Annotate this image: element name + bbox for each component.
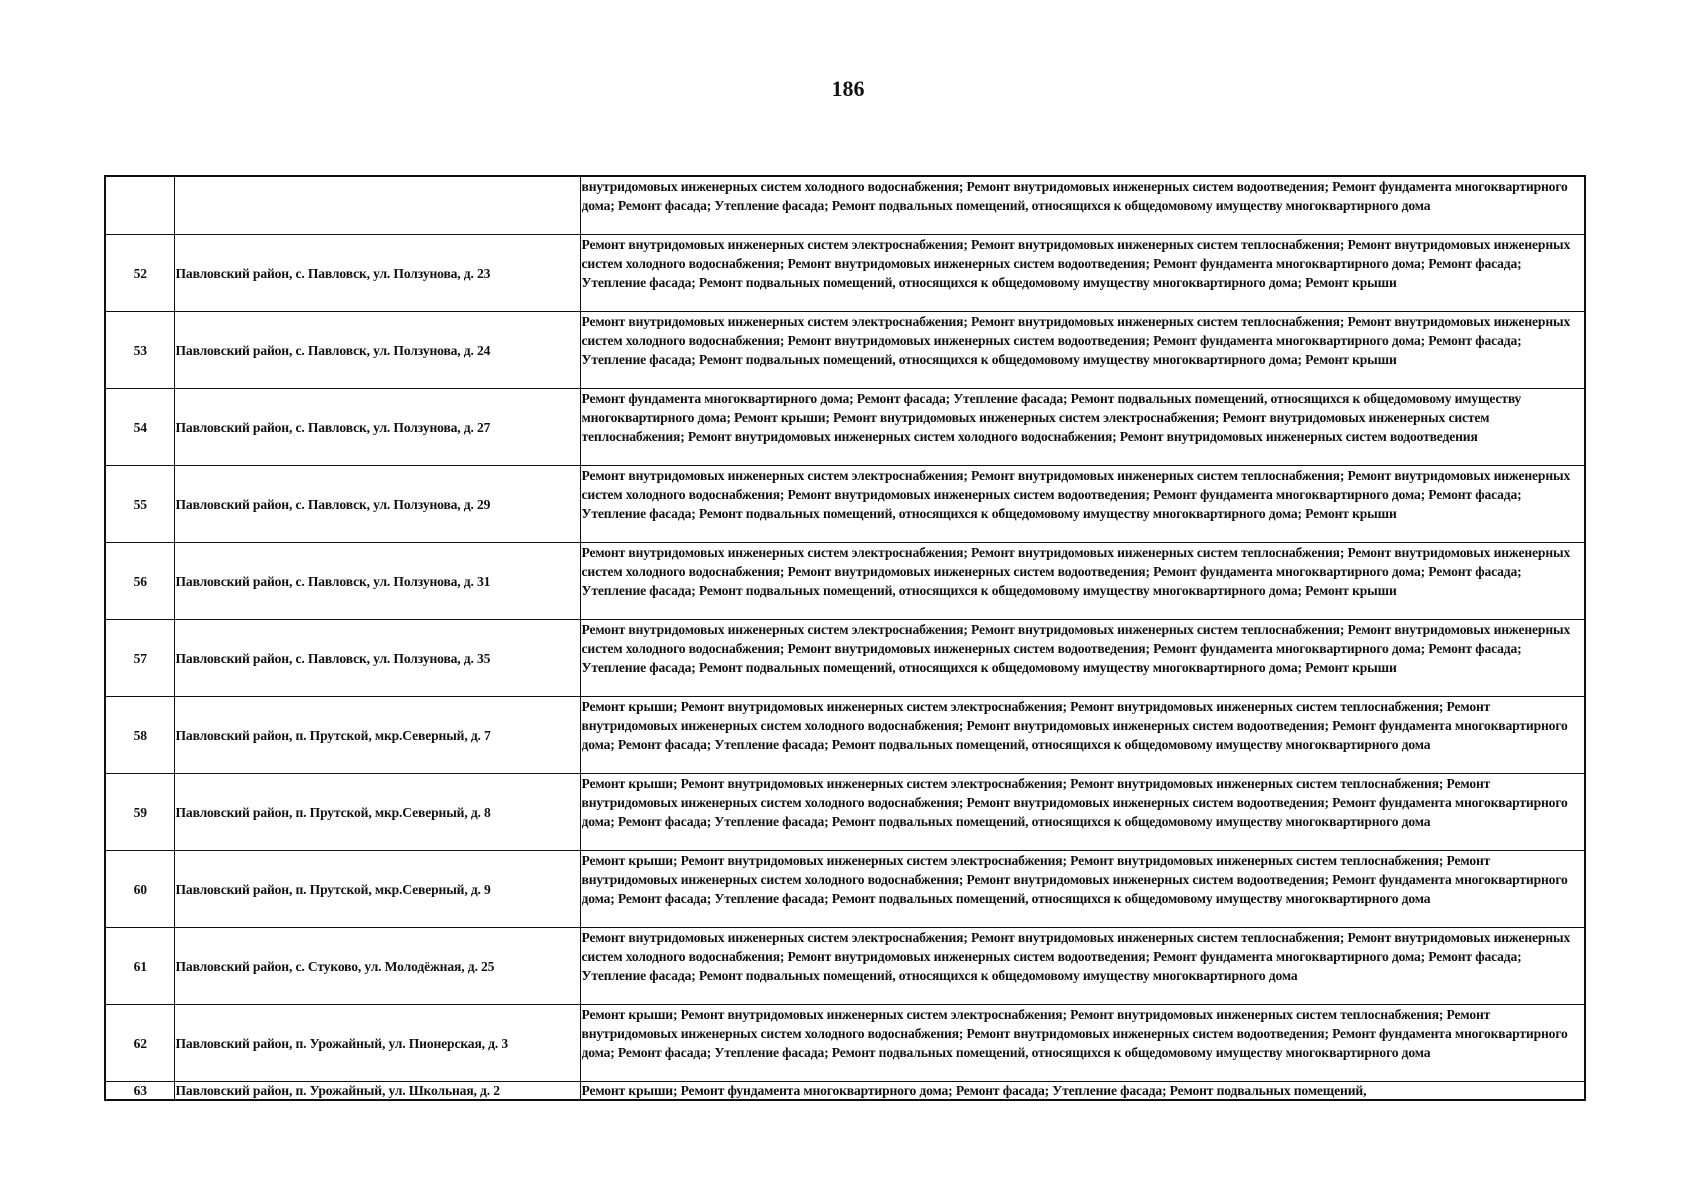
row-number: 52 xyxy=(105,235,174,312)
row-works-cell xyxy=(580,697,1585,774)
row-number: 57 xyxy=(105,620,174,697)
row-works-cell xyxy=(580,774,1585,851)
row-works-cell xyxy=(580,312,1585,389)
row-works: Ремонт внутридомовых инженерных систем электроснабжения; Ремонт внутридомовых инженерных систем теплоснабжения; Ремонт внутридомовых инженерных систем холодного водоснабжения; Ремонт внутридомовых инженерных систем водоотведения; Ремонт фундамента многоквартирного дома; Ремонт фасада; Утепление фасада; Ремонт подвальных помещений, относящихся к общедомовому имуществу многоквартирного дома; Ремонт крыши xyxy=(581,545,1571,598)
row-works: Ремонт крыши; Ремонт фундамента многоквартирного дома; Ремонт фасада; Утепление фасада; Ремонт подвальных помещений, xyxy=(581,1083,1367,1098)
row-number xyxy=(105,176,174,235)
row-works: Ремонт внутридомовых инженерных систем электроснабжения; Ремонт внутридомовых инженерных систем теплоснабжения; Ремонт внутридомовых инженерных систем холодного водоснабжения; Ремонт внутридомовых инженерных систем водоотведения; Ремонт фундамента многоквартирного дома; Ремонт фасада; Утепление фасада; Ремонт подвальных помещений, относящихся к общедомовому имуществу многоквартирного дома; Ремонт крыши xyxy=(581,314,1571,367)
table-row xyxy=(105,620,1585,697)
row-works-cell xyxy=(580,543,1585,620)
row-address: Павловский район, с. Стуково, ул. Молодёжная, д. 25 xyxy=(174,928,580,1005)
row-address: Павловский район, с. Павловск, ул. Ползунова, д. 23 xyxy=(174,235,580,312)
table-row xyxy=(105,466,1585,543)
table-row xyxy=(105,851,1585,928)
table-row xyxy=(105,1082,1585,1101)
row-number: 63 xyxy=(105,1082,174,1101)
row-address: Павловский район, п. Урожайный, ул. Пионерская, д. 3 xyxy=(174,1005,580,1082)
table-row xyxy=(105,774,1585,851)
row-number: 61 xyxy=(105,928,174,1005)
row-works: Ремонт крыши; Ремонт внутридомовых инженерных систем электроснабжения; Ремонт внутридомовых инженерных систем теплоснабжения; Ремонт внутридомовых инженерных систем холодного водоснабжения; Ремонт внутридомовых инженерных систем водоотведения; Ремонт фундамента многоквартирного дома; Ремонт фасада; Утепление фасада; Ремонт подвальных помещений, относящихся к общедомовому имуществу многоквартирного дома xyxy=(581,853,1568,906)
row-works: Ремонт фундамента многоквартирного дома; Ремонт фасада; Утепление фасада; Ремонт подвальных помещений, относящихся к общедомовому имуществу многоквартирного дома; Ремонт крыши; Ремонт внутридомовых инженерных систем электроснабжения; Ремонт внутридомовых инженерных систем теплоснабжения; Ремонт внутридомовых инженерных систем холодного водоснабжения; Ремонт внутридомовых инженерных систем водоотведения xyxy=(581,391,1522,444)
row-works: Ремонт внутридомовых инженерных систем электроснабжения; Ремонт внутридомовых инженерных систем теплоснабжения; Ремонт внутридомовых инженерных систем холодного водоснабжения; Ремонт внутридомовых инженерных систем водоотведения; Ремонт фундамента многоквартирного дома; Ремонт фасада; Утепление фасада; Ремонт подвальных помещений, относящихся к общедомовому имуществу многоквартирного дома; Ремонт крыши xyxy=(581,237,1571,290)
row-number: 55 xyxy=(105,466,174,543)
row-address: Павловский район, п. Прутской, мкр.Северный, д. 7 xyxy=(174,697,580,774)
page-number: 186 xyxy=(831,76,865,101)
row-address: Павловский район, с. Павловск, ул. Ползунова, д. 27 xyxy=(174,389,580,466)
row-number: 60 xyxy=(105,851,174,928)
table-row xyxy=(105,697,1585,774)
row-number: 53 xyxy=(105,312,174,389)
row-address: Павловский район, с. Павловск, ул. Ползунова, д. 29 xyxy=(174,466,580,543)
table-row xyxy=(105,928,1585,1005)
row-works-cell xyxy=(580,235,1585,312)
table-row xyxy=(105,389,1585,466)
row-address: Павловский район, с. Павловск, ул. Ползунова, д. 31 xyxy=(174,543,580,620)
row-works: Ремонт крыши; Ремонт внутридомовых инженерных систем электроснабжения; Ремонт внутридомовых инженерных систем теплоснабжения; Ремонт внутридомовых инженерных систем холодного водоснабжения; Ремонт внутридомовых инженерных систем водоотведения; Ремонт фундамента многоквартирного дома; Ремонт фасада; Утепление фасада; Ремонт подвальных помещений, относящихся к общедомовому имуществу многоквартирного дома xyxy=(581,699,1568,752)
row-works: Ремонт крыши; Ремонт внутридомовых инженерных систем электроснабжения; Ремонт внутридомовых инженерных систем теплоснабжения; Ремонт внутридомовых инженерных систем холодного водоснабжения; Ремонт внутридомовых инженерных систем водоотведения; Ремонт фундамента многоквартирного дома; Ремонт фасада; Утепление фасада; Ремонт подвальных помещений, относящихся к общедомовому имуществу многоквартирного дома xyxy=(581,1007,1568,1060)
row-works-cell xyxy=(580,928,1585,1005)
table-row xyxy=(105,235,1585,312)
row-works-cell xyxy=(580,1082,1585,1101)
row-address: Павловский район, п. Урожайный, ул. Школьная, д. 2 xyxy=(174,1082,580,1101)
table-row xyxy=(105,176,1585,235)
row-address: Павловский район, с. Павловск, ул. Ползунова, д. 35 xyxy=(174,620,580,697)
row-works: Ремонт крыши; Ремонт внутридомовых инженерных систем электроснабжения; Ремонт внутридомовых инженерных систем теплоснабжения; Ремонт внутридомовых инженерных систем холодного водоснабжения; Ремонт внутридомовых инженерных систем водоотведения; Ремонт фундамента многоквартирного дома; Ремонт фасада; Утепление фасада; Ремонт подвальных помещений, относящихся к общедомовому имуществу многоквартирного дома xyxy=(581,776,1568,829)
table-row xyxy=(105,543,1585,620)
row-works-cell xyxy=(580,620,1585,697)
row-works-cell xyxy=(580,176,1585,235)
row-address: Павловский район, п. Прутской, мкр.Северный, д. 8 xyxy=(174,774,580,851)
row-works-cell xyxy=(580,389,1585,466)
row-address: Павловский район, с. Павловск, ул. Ползунова, д. 24 xyxy=(174,312,580,389)
row-works-cell xyxy=(580,1005,1585,1082)
row-works: Ремонт внутридомовых инженерных систем электроснабжения; Ремонт внутридомовых инженерных систем теплоснабжения; Ремонт внутридомовых инженерных систем холодного водоснабжения; Ремонт внутридомовых инженерных систем водоотведения; Ремонт фундамента многоквартирного дома; Ремонт фасада; Утепление фасада; Ремонт подвальных помещений, относящихся к общедомовому имуществу многоквартирного дома xyxy=(581,930,1571,983)
table-row xyxy=(105,1005,1585,1082)
table-row xyxy=(105,312,1585,389)
row-works: Ремонт внутридомовых инженерных систем электроснабжения; Ремонт внутридомовых инженерных систем теплоснабжения; Ремонт внутридомовых инженерных систем холодного водоснабжения; Ремонт внутридомовых инженерных систем водоотведения; Ремонт фундамента многоквартирного дома; Ремонт фасада; Утепление фасада; Ремонт подвальных помещений, относящихся к общедомовому имуществу многоквартирного дома; Ремонт крыши xyxy=(581,622,1571,675)
row-works: Ремонт внутридомовых инженерных систем электроснабжения; Ремонт внутридомовых инженерных систем теплоснабжения; Ремонт внутридомовых инженерных систем холодного водоснабжения; Ремонт внутридомовых инженерных систем водоотведения; Ремонт фундамента многоквартирного дома; Ремонт фасада; Утепление фасада; Ремонт подвальных помещений, относящихся к общедомовому имуществу многоквартирного дома; Ремонт крыши xyxy=(581,468,1571,521)
row-address xyxy=(174,176,580,235)
row-number: 62 xyxy=(105,1005,174,1082)
row-address: Павловский район, п. Прутской, мкр.Северный, д. 9 xyxy=(174,851,580,928)
row-number: 59 xyxy=(105,774,174,851)
row-number: 54 xyxy=(105,389,174,466)
row-number: 58 xyxy=(105,697,174,774)
row-number: 56 xyxy=(105,543,174,620)
row-works-cell xyxy=(580,466,1585,543)
row-works: внутридомовых инженерных систем холодного водоснабжения; Ремонт внутридомовых инженерных систем водоотведения; Ремонт фундамента многоквартирного дома; Ремонт фасада; Утепление фасада; Ремонт подвальных помещений, относящихся к общедомовому имуществу многоквартирного дома xyxy=(581,179,1568,213)
works-table xyxy=(104,175,1586,1101)
row-works-cell xyxy=(580,851,1585,928)
